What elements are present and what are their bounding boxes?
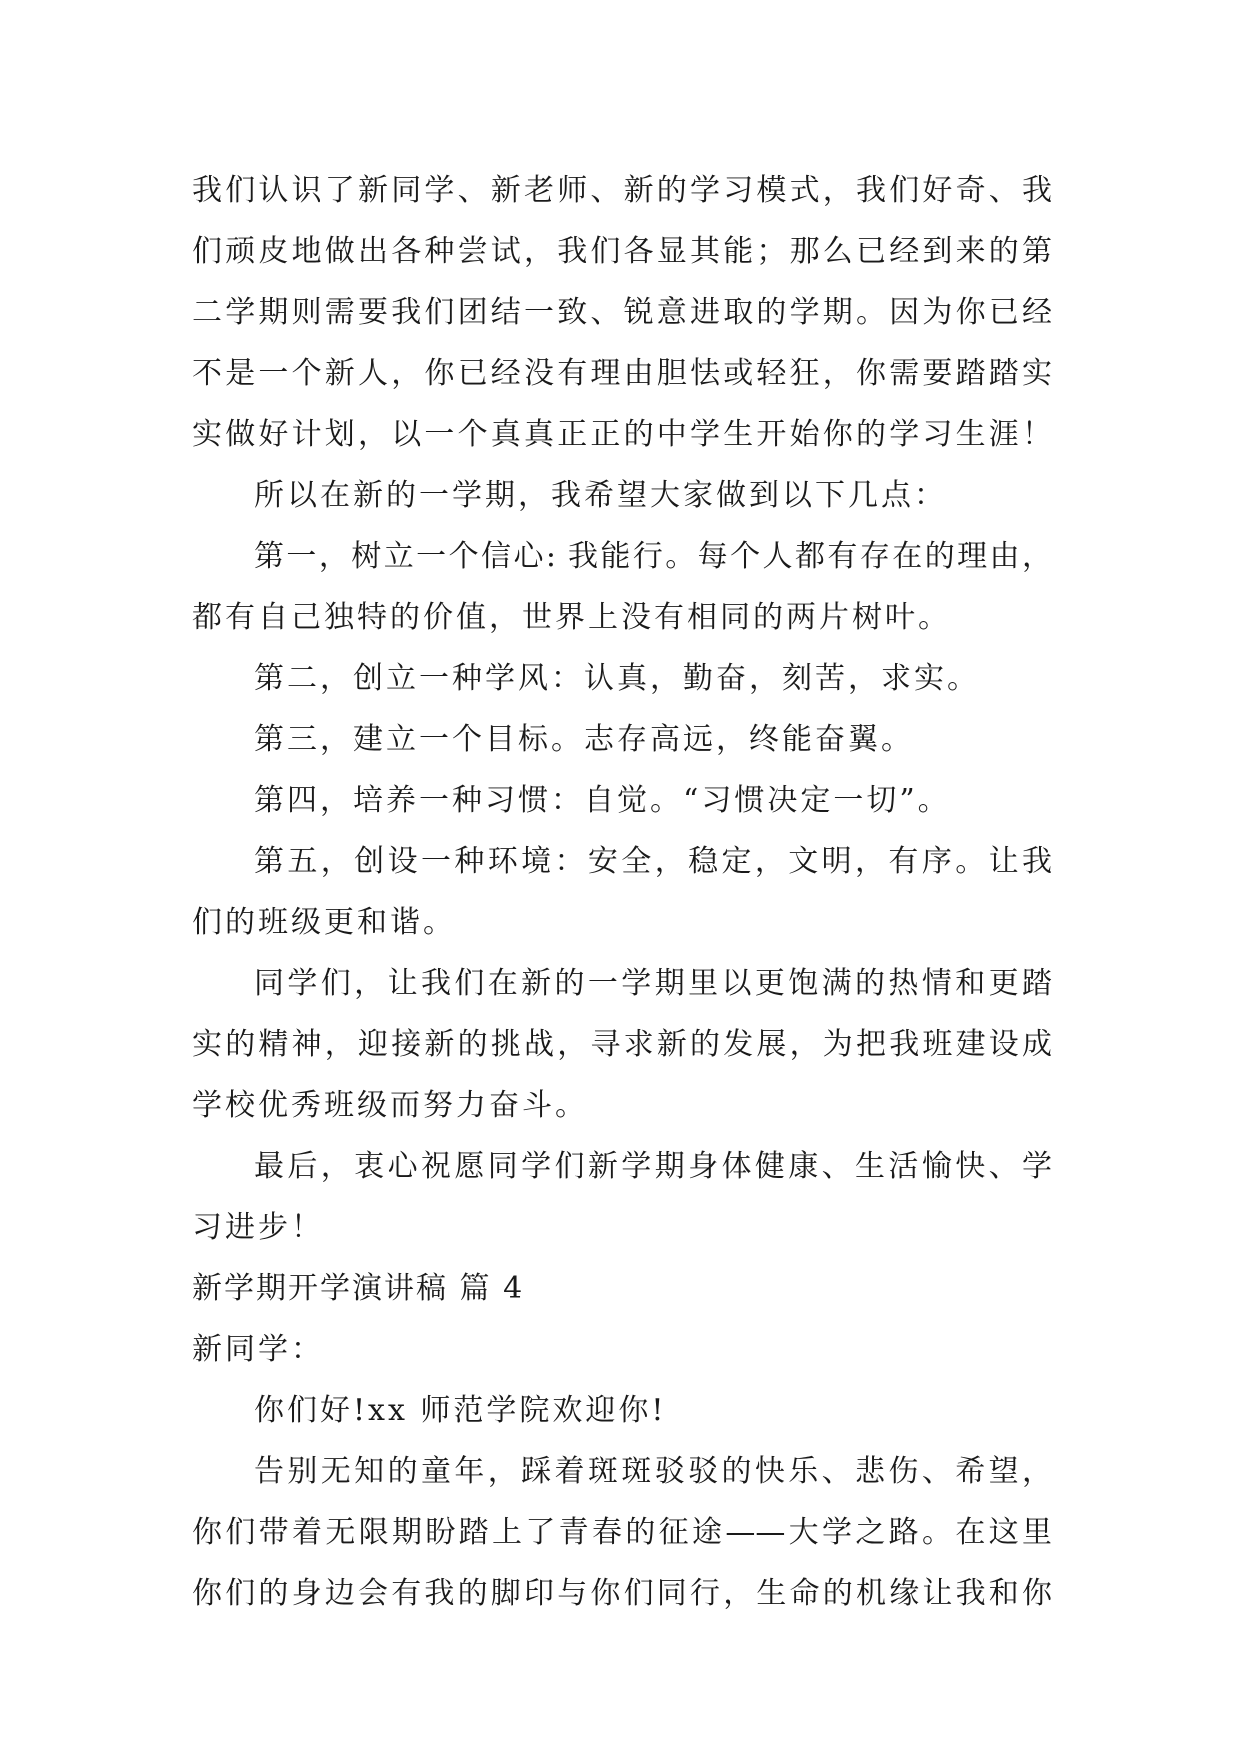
paragraph-line: 第二，创立一种学风：认真，勤奋，刻苦，求实。 bbox=[254, 661, 980, 696]
paragraph-line: 实做好计划，以一个真真正正的中学生开始你的学习生涯！ bbox=[192, 417, 1052, 452]
paragraph-line: 告别无知的童年，踩着斑斑驳驳的快乐、悲伤、希望， bbox=[254, 1454, 1052, 1489]
paragraph-line: 不是一个新人，你已经没有理由胆怯或轻狂，你需要踏踏实 bbox=[192, 356, 1052, 391]
paragraph-line: 你们带着无限期盼踏上了青春的征途——大学之路。在这里 bbox=[192, 1515, 1052, 1550]
paragraph-line: 最后，衷心祝愿同学们新学期身体健康、生活愉快、学 bbox=[254, 1149, 1052, 1184]
paragraph-line: 你们的身边会有我的脚印与你们同行，生命的机缘让我和你 bbox=[192, 1576, 1052, 1611]
paragraph-line: 们顽皮地做出各种尝试，我们各显其能；那么已经到来的第 bbox=[192, 234, 1052, 269]
paragraph-line: 你们好!xx 师范学院欢迎你! bbox=[254, 1393, 667, 1428]
paragraph-line: 二学期则需要我们团结一致、锐意进取的学期。因为你已经 bbox=[192, 295, 1052, 330]
paragraph-line: 习进步！ bbox=[192, 1210, 324, 1245]
document-page bbox=[192, 160, 1052, 1624]
paragraph-line: 同学们，让我们在新的一学期里以更饱满的热情和更踏 bbox=[254, 966, 1052, 1001]
paragraph-line: 第一，树立一个信心: 我能行。每个人都有存在的理由， bbox=[254, 539, 1052, 574]
paragraph-line: 实的精神，迎接新的挑战，寻求新的发展，为把我班建设成 bbox=[192, 1027, 1052, 1062]
paragraph-line: 所以在新的一学期，我希望大家做到以下几点： bbox=[254, 478, 947, 513]
paragraph-line: 第三，建立一个目标。志存高远，终能奋翼。 bbox=[254, 722, 914, 757]
paragraph-line: 我们认识了新同学、新老师、新的学习模式，我们好奇、我 bbox=[192, 173, 1052, 208]
section-heading: 新学期开学演讲稿 篇 4 bbox=[192, 1271, 525, 1306]
paragraph-line: 们的班级更和谐。 bbox=[192, 905, 456, 940]
paragraph-line: 第四，培养一种习惯：自觉。“习惯决定一切”。 bbox=[254, 783, 951, 818]
salutation: 新同学： bbox=[192, 1332, 324, 1367]
paragraph-line: 学校优秀班级而努力奋斗。 bbox=[192, 1088, 588, 1123]
paragraph-line: 都有自己独特的价值，世界上没有相同的两片树叶。 bbox=[192, 600, 951, 635]
paragraph-line: 第五，创设一种环境：安全，稳定，文明，有序。让我 bbox=[254, 844, 1052, 879]
